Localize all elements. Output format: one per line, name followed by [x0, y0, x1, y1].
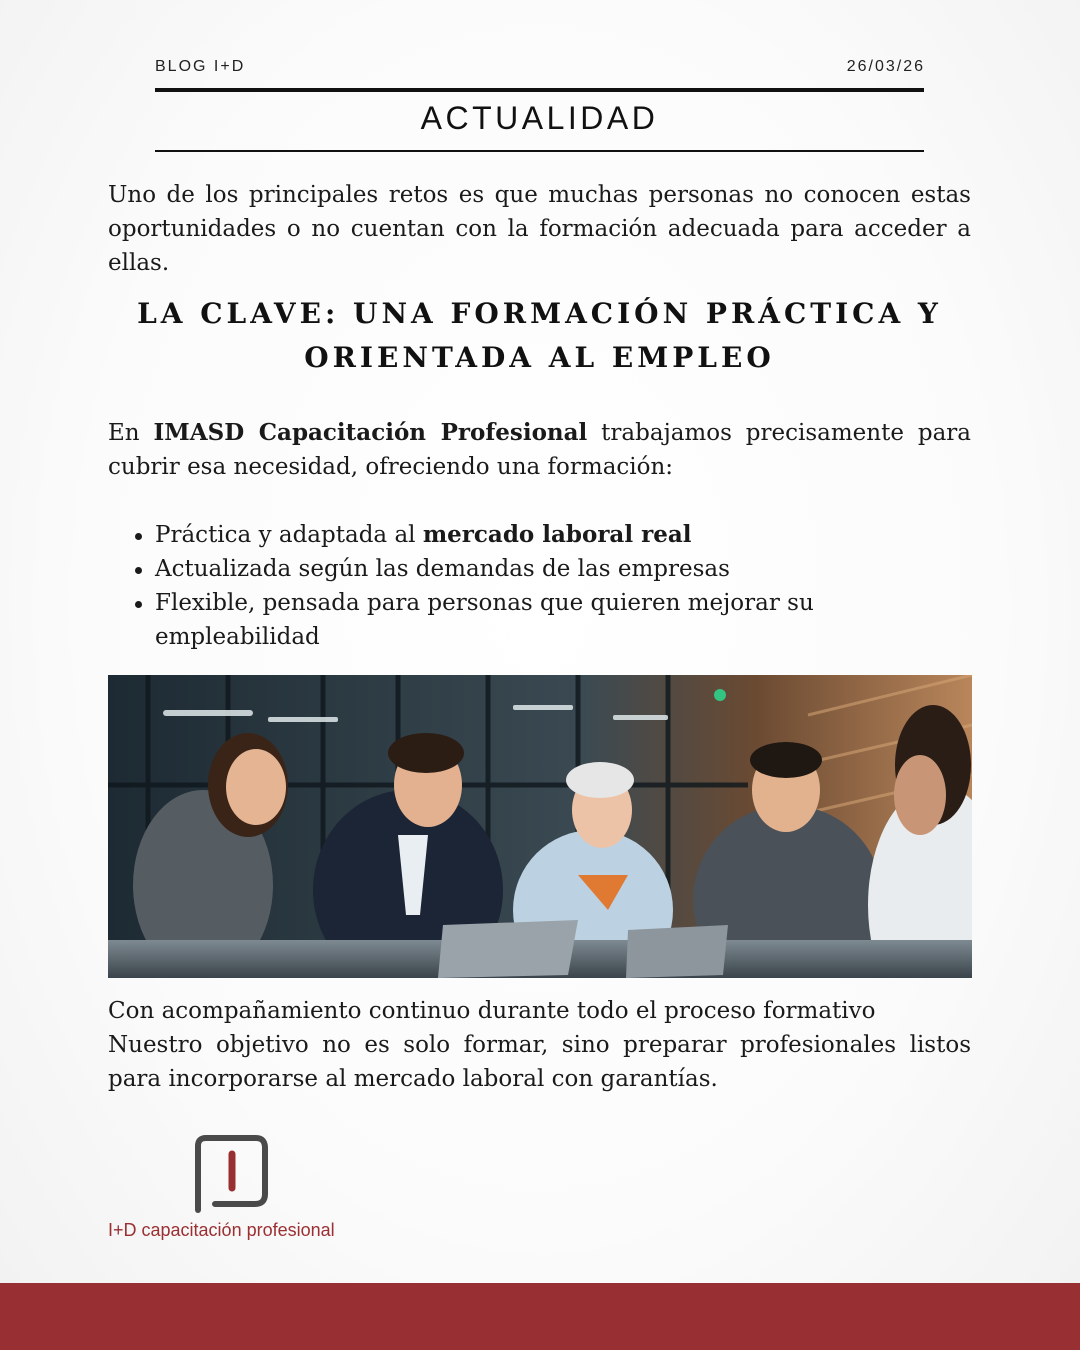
section-title: ACTUALIDAD [420, 100, 659, 136]
list-item-text: Actualizada según las demandas de las empresas [155, 556, 730, 582]
list-item [108, 552, 868, 586]
closing-paragraph: Nuestro objetivo no es solo formar, sino preparar profesionales listos para incorporarse al mercado laboral con garantías. [108, 1032, 971, 1092]
list-item-text: Flexible, pensada para personas que quieren mejorar su empleabilidad [155, 590, 814, 650]
post-date: 26/03/26 [846, 58, 925, 75]
top-header-line [155, 58, 925, 76]
list-item-bold: mercado laboral real [422, 521, 692, 548]
offer-paragraph [108, 416, 971, 484]
footer-bar [0, 1283, 1080, 1350]
team-meeting-illustration [108, 675, 972, 978]
heading-line-2: ORIENTADA AL EMPLEO [304, 341, 775, 374]
company-name: IMASD Capacitación Profesional [153, 419, 588, 446]
closing-line-1: Con acompañamiento continuo durante todo el proceso formativo [108, 998, 876, 1024]
header-rule-thin [155, 150, 924, 152]
logo-text: I+D capacitación profesional [108, 1220, 335, 1240]
intro-paragraph: Uno de los principales retos es que muchas personas no conocen estas oportunidades o no cuentan con la formación adecuada para acceder a ellas. [108, 182, 971, 276]
feature-list [108, 518, 868, 654]
team-meeting-photo [108, 675, 972, 978]
offer-suffix: trabajamos precisamente para cubrir esa necesidad, ofreciendo una formación: [108, 420, 971, 480]
list-item [108, 586, 868, 654]
header-rule-thick [155, 88, 924, 92]
heading-line-1: LA CLAVE: UNA FORMACIÓN PRÁCTICA Y [137, 297, 942, 330]
list-item [108, 518, 868, 552]
blog-label: BLOG I+D [155, 58, 246, 75]
list-item-text: Práctica y adaptada al [155, 522, 423, 548]
offer-prefix: En [108, 420, 154, 446]
article-heading [108, 292, 971, 380]
